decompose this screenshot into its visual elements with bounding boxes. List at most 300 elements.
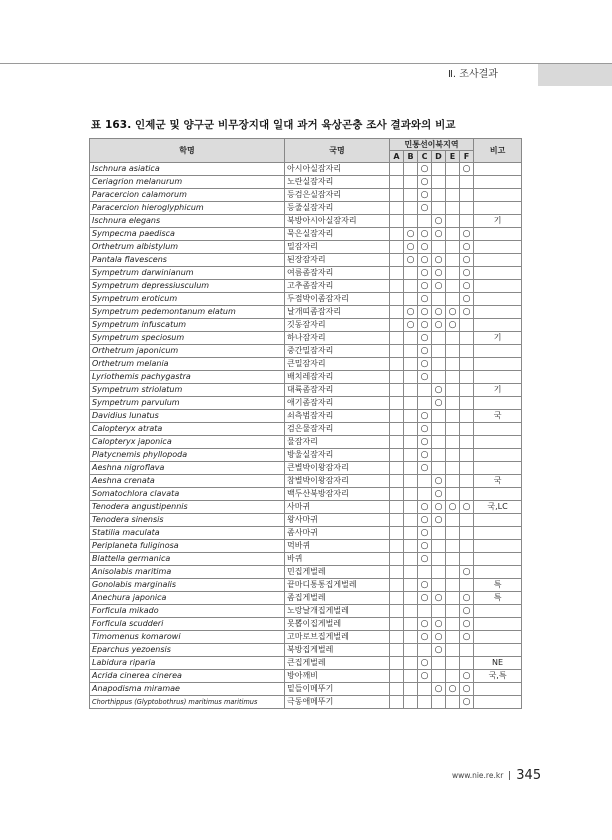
scientific-name-cell: Statilia maculata [90,527,285,540]
site-a-mark [390,163,404,176]
site-a-mark [390,189,404,202]
table-row [90,696,522,709]
site-d-mark [432,202,446,215]
site-d-mark: ○ [432,267,446,280]
site-a-mark [390,683,404,696]
site-c-mark: ○ [418,345,432,358]
site-b-mark [404,514,418,527]
korean-name-cell: 큰집게벌레 [285,657,390,670]
site-b-mark [404,696,418,709]
site-d-mark [432,579,446,592]
site-b-mark: ○ [404,306,418,319]
comparison-table [89,138,522,709]
site-b-mark [404,618,418,631]
table-row [90,527,522,540]
site-c-mark: ○ [418,579,432,592]
site-e-mark [446,631,460,644]
site-b-mark [404,540,418,553]
table-row [90,358,522,371]
site-b-mark [404,488,418,501]
site-a-mark [390,358,404,371]
korean-name-cell: 물잠자리 [285,436,390,449]
site-b-mark [404,423,418,436]
site-c-mark: ○ [418,280,432,293]
table-row [90,254,522,267]
site-b-mark [404,280,418,293]
note-cell [474,254,522,267]
korean-name-cell: 좀사마귀 [285,527,390,540]
note-cell: 국,LC [474,501,522,514]
site-d-mark [432,358,446,371]
site-b-mark [404,683,418,696]
site-a-mark [390,475,404,488]
site-d-mark [432,553,446,566]
site-c-mark [418,488,432,501]
scientific-name-cell: Gonolabis marginalis [90,579,285,592]
site-b-mark [404,644,418,657]
table-title: 표 163. 인제군 및 양구군 비무장지대 일대 과거 육상곤충 조사 결과와의 비교 [91,119,456,131]
note-cell [474,540,522,553]
site-e-mark [446,397,460,410]
site-b-mark [404,657,418,670]
note-cell [474,293,522,306]
scientific-name-cell: Sympetrum depressiusculum [90,280,285,293]
korean-name-cell: 백두산북방잠자리 [285,488,390,501]
scientific-name-cell: Eparchus yezoensis [90,644,285,657]
site-e-mark [446,618,460,631]
note-cell [474,397,522,410]
site-a-mark [390,436,404,449]
table-row [90,475,522,488]
site-c-mark [418,644,432,657]
site-d-mark: ○ [432,319,446,332]
site-f-mark [460,176,474,189]
header-korean-name: 국명 [285,139,390,163]
scientific-name-cell: Sympetrum infuscatum [90,319,285,332]
table-row [90,644,522,657]
header-site-c: C [418,151,432,163]
table-row [90,553,522,566]
site-e-mark [446,436,460,449]
site-e-mark [446,644,460,657]
site-f-mark: ○ [460,280,474,293]
table-row [90,176,522,189]
korean-name-cell: 사마귀 [285,501,390,514]
table-row [90,449,522,462]
site-b-mark [404,592,418,605]
note-cell [474,514,522,527]
note-cell [474,683,522,696]
note-cell [474,462,522,475]
site-e-mark [446,527,460,540]
site-b-mark: ○ [404,228,418,241]
korean-name-cell: 검은물잠자리 [285,423,390,436]
site-c-mark: ○ [418,657,432,670]
site-d-mark [432,163,446,176]
scientific-name-cell: Sympecma paedisca [90,228,285,241]
site-e-mark: ○ [446,683,460,696]
table-row [90,215,522,228]
page-footer [452,768,541,783]
scientific-name-cell: Blattella germanica [90,553,285,566]
scientific-name-cell: Orthetrum albistylum [90,241,285,254]
site-a-mark [390,631,404,644]
site-f-mark [460,553,474,566]
site-b-mark [404,163,418,176]
scientific-name-cell: Acrida cinerea cinerea [90,670,285,683]
site-f-mark [460,644,474,657]
site-b-mark [404,553,418,566]
scientific-name-cell: Sympetrum pedemontanum elatum [90,306,285,319]
note-cell [474,644,522,657]
site-f-mark: ○ [460,306,474,319]
site-a-mark [390,345,404,358]
korean-name-cell: 못뽑이집게벌레 [285,618,390,631]
site-b-mark [404,605,418,618]
korean-name-cell: 밑들이메뚜기 [285,683,390,696]
note-cell [474,488,522,501]
note-cell: NE [474,657,522,670]
site-d-mark [432,449,446,462]
header-scientific-name: 학명 [90,139,285,163]
header-site-d: D [432,151,446,163]
site-f-mark: ○ [460,228,474,241]
site-d-mark [432,527,446,540]
site-a-mark [390,527,404,540]
korean-name-cell: 민집게벌레 [285,566,390,579]
site-d-mark [432,423,446,436]
note-cell: 기 [474,384,522,397]
site-a-mark [390,319,404,332]
site-f-mark: ○ [460,683,474,696]
site-b-mark [404,267,418,280]
site-a-mark [390,384,404,397]
scientific-name-cell: Ischnura elegans [90,215,285,228]
korean-name-cell: 큰별박이왕잠자리 [285,462,390,475]
korean-name-cell: 방울실잠자리 [285,449,390,462]
table-row [90,501,522,514]
site-f-mark [460,410,474,423]
site-e-mark: ○ [446,319,460,332]
site-f-mark [460,540,474,553]
table-row [90,657,522,670]
table-row [90,618,522,631]
site-d-mark [432,410,446,423]
note-cell [474,605,522,618]
site-f-mark [460,319,474,332]
site-f-mark: ○ [460,566,474,579]
scientific-name-cell: Aeshna nigroflava [90,462,285,475]
site-d-mark [432,462,446,475]
site-d-mark: ○ [432,306,446,319]
korean-name-cell: 노랑날개집게벌레 [285,605,390,618]
scientific-name-cell: Tenodera angustipennis [90,501,285,514]
note-cell [474,631,522,644]
site-c-mark [418,696,432,709]
site-f-mark [460,397,474,410]
site-d-mark [432,696,446,709]
site-c-mark: ○ [418,293,432,306]
note-cell [474,306,522,319]
site-c-mark [418,683,432,696]
site-f-mark: ○ [460,631,474,644]
site-f-mark [460,189,474,202]
site-f-mark [460,462,474,475]
site-f-mark: ○ [460,670,474,683]
site-e-mark [446,592,460,605]
korean-name-cell: 중간밀잠자리 [285,345,390,358]
site-e-mark [446,241,460,254]
site-e-mark [446,449,460,462]
site-a-mark [390,371,404,384]
note-cell [474,423,522,436]
korean-name-cell: 극동애메뚜기 [285,696,390,709]
site-c-mark: ○ [418,163,432,176]
footer-url: www.nie.re.kr [452,771,504,780]
site-a-mark [390,501,404,514]
site-c-mark: ○ [418,267,432,280]
table-row [90,436,522,449]
site-e-mark [446,605,460,618]
scientific-name-cell: Ceriagrion melanurum [90,176,285,189]
site-e-mark [446,280,460,293]
table-row [90,488,522,501]
site-a-mark [390,202,404,215]
site-e-mark [446,228,460,241]
scientific-name-cell: Tenodera sinensis [90,514,285,527]
site-b-mark: ○ [404,254,418,267]
scientific-name-cell: Anisolabis maritima [90,566,285,579]
site-f-mark: ○ [460,254,474,267]
table-row [90,579,522,592]
site-a-mark [390,254,404,267]
site-b-mark [404,371,418,384]
site-e-mark [446,254,460,267]
note-cell [474,553,522,566]
site-c-mark: ○ [418,618,432,631]
site-c-mark: ○ [418,462,432,475]
scientific-name-cell: Labidura riparia [90,657,285,670]
site-c-mark: ○ [418,553,432,566]
table-row [90,306,522,319]
site-c-mark: ○ [418,423,432,436]
site-d-mark: ○ [432,384,446,397]
note-cell [474,189,522,202]
korean-name-cell: 된장잠자리 [285,254,390,267]
table-row [90,241,522,254]
table-row [90,332,522,345]
site-c-mark [418,384,432,397]
site-d-mark [432,371,446,384]
site-c-mark [418,566,432,579]
site-e-mark [446,553,460,566]
korean-name-cell: 북방아시아실잠자리 [285,215,390,228]
korean-name-cell: 먹바퀴 [285,540,390,553]
table-row [90,319,522,332]
scientific-name-cell: Orthetrum japonicum [90,345,285,358]
scientific-name-cell: Platycnemis phyllopoda [90,449,285,462]
korean-name-cell: 아시아실잠자리 [285,163,390,176]
site-a-mark [390,670,404,683]
note-cell [474,696,522,709]
korean-name-cell: 노란실잠자리 [285,176,390,189]
scientific-name-cell: Sympetrum speciosum [90,332,285,345]
note-cell [474,618,522,631]
site-b-mark [404,332,418,345]
site-f-mark [460,527,474,540]
note-cell [474,267,522,280]
site-b-mark [404,631,418,644]
site-b-mark [404,293,418,306]
korean-name-cell: 묵은실잠자리 [285,228,390,241]
site-e-mark [446,358,460,371]
scientific-name-cell: Anechura japonica [90,592,285,605]
section-label: Ⅱ. 조사결과 [440,64,538,86]
site-b-mark [404,397,418,410]
table-row [90,605,522,618]
site-b-mark [404,410,418,423]
site-b-mark [404,527,418,540]
site-d-mark: ○ [432,683,446,696]
site-d-mark [432,540,446,553]
table-row [90,163,522,176]
korean-name-cell: 좀집게벌레 [285,592,390,605]
site-d-mark: ○ [432,280,446,293]
site-e-mark [446,202,460,215]
site-a-mark [390,449,404,462]
site-e-mark [446,670,460,683]
site-f-mark: ○ [460,293,474,306]
site-a-mark [390,306,404,319]
scientific-name-cell: Paracercion calamorum [90,189,285,202]
header-site-f: F [460,151,474,163]
site-f-mark [460,345,474,358]
site-f-mark: ○ [460,267,474,280]
site-a-mark [390,267,404,280]
page-number: 345 [516,768,542,783]
site-d-mark [432,657,446,670]
site-c-mark [418,215,432,228]
table-row [90,228,522,241]
site-e-mark [446,475,460,488]
site-f-mark: ○ [460,163,474,176]
site-e-mark [446,488,460,501]
site-c-mark: ○ [418,371,432,384]
site-f-mark [460,423,474,436]
site-d-mark: ○ [432,475,446,488]
site-b-mark [404,462,418,475]
site-f-mark: ○ [460,501,474,514]
scientific-name-cell: Timomenus komarowi [90,631,285,644]
korean-name-cell: 쇠측범잠자리 [285,410,390,423]
korean-name-cell: 여름좀잠자리 [285,267,390,280]
table-row [90,202,522,215]
table-body [90,163,522,709]
note-cell [474,436,522,449]
site-f-mark [460,657,474,670]
table-row [90,345,522,358]
table-row [90,670,522,683]
scientific-name-cell: Aeshna crenata [90,475,285,488]
table-row [90,280,522,293]
site-c-mark: ○ [418,631,432,644]
site-e-mark [446,410,460,423]
scientific-name-cell: Anapodisma miramae [90,683,285,696]
site-d-mark: ○ [432,592,446,605]
site-f-mark: ○ [460,241,474,254]
site-f-mark [460,579,474,592]
site-b-mark [404,501,418,514]
site-f-mark [460,449,474,462]
site-a-mark [390,280,404,293]
site-c-mark: ○ [418,319,432,332]
note-cell [474,241,522,254]
note-cell: 국,특 [474,670,522,683]
site-c-mark: ○ [418,358,432,371]
table-row [90,189,522,202]
site-d-mark: ○ [432,501,446,514]
site-d-mark: ○ [432,618,446,631]
site-f-mark [460,332,474,345]
site-a-mark [390,657,404,670]
site-a-mark [390,228,404,241]
site-b-mark: ○ [404,319,418,332]
table-row [90,397,522,410]
site-d-mark: ○ [432,254,446,267]
scientific-name-cell: Chorthippus (Glyptobothrus) maritimus maritimus [90,696,285,709]
scientific-name-cell: Calopteryx japonica [90,436,285,449]
site-c-mark: ○ [418,254,432,267]
korean-name-cell: 등검은실잠자리 [285,189,390,202]
table-row [90,384,522,397]
site-a-mark [390,410,404,423]
korean-name-cell: 바퀴 [285,553,390,566]
note-cell: 국 [474,475,522,488]
site-d-mark [432,436,446,449]
table-row [90,566,522,579]
site-c-mark: ○ [418,241,432,254]
header-site-e: E [446,151,460,163]
note-cell [474,527,522,540]
site-e-mark [446,345,460,358]
site-a-mark [390,579,404,592]
korean-name-cell: 방아깨비 [285,670,390,683]
site-f-mark [460,358,474,371]
site-a-mark [390,215,404,228]
scientific-name-cell: Sympetrum darwinianum [90,267,285,280]
site-a-mark [390,423,404,436]
site-e-mark [446,215,460,228]
site-c-mark: ○ [418,501,432,514]
note-cell [474,449,522,462]
note-cell: 특 [474,579,522,592]
site-e-mark [446,423,460,436]
site-f-mark [460,436,474,449]
site-a-mark [390,332,404,345]
site-b-mark [404,215,418,228]
note-cell [474,358,522,371]
site-f-mark: ○ [460,618,474,631]
site-c-mark: ○ [418,436,432,449]
site-b-mark [404,176,418,189]
site-a-mark [390,605,404,618]
table-row [90,592,522,605]
site-a-mark [390,566,404,579]
site-e-mark [446,189,460,202]
site-a-mark [390,553,404,566]
note-cell: 국 [474,410,522,423]
site-d-mark: ○ [432,514,446,527]
